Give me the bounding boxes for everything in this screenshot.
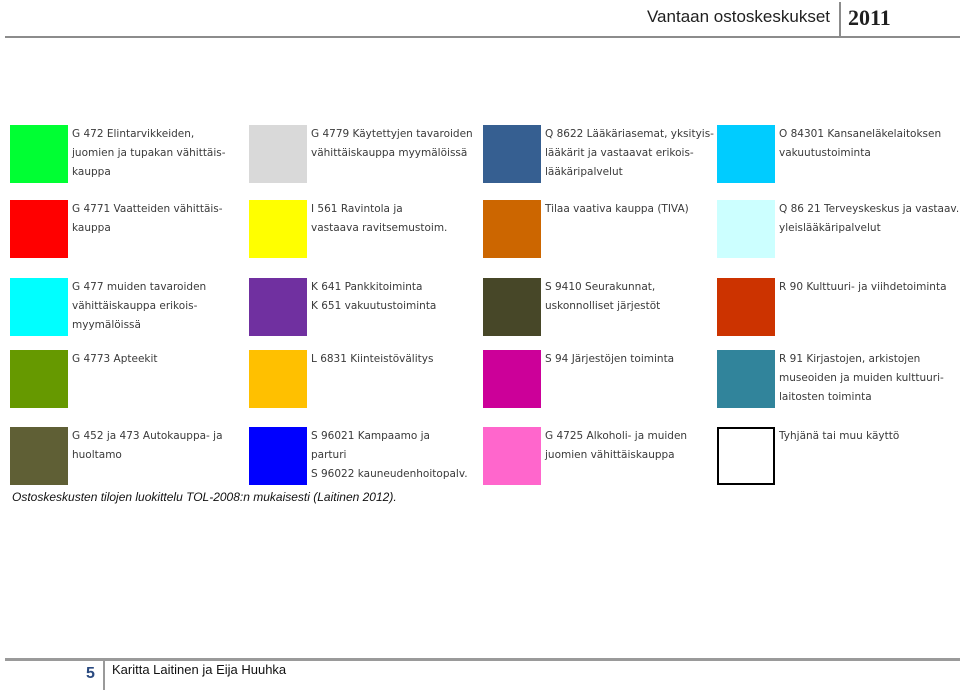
legend-label: [545, 125, 717, 182]
legend-label-line: juomien ja tupakan vähittäis-: [72, 147, 226, 159]
legend-label-line: G 4771 Vaatteiden vähittäis-: [72, 203, 223, 215]
legend-swatch: [10, 200, 68, 258]
legend-label: [311, 350, 483, 369]
legend-swatch: [483, 427, 541, 485]
legend-label: [779, 350, 951, 407]
legend-label-line: S 9410 Seurakunnat,: [545, 281, 656, 293]
legend-label-line: S 96022 kauneudenhoitopalv.: [311, 468, 468, 480]
legend-swatch: [483, 125, 541, 183]
legend-label-line: R 91 Kirjastojen, arkistojen: [779, 353, 921, 365]
footer-authors: Karitta Laitinen ja Eija Huuhka: [112, 662, 287, 677]
legend-label-line: S 94 Järjestöjen toiminta: [545, 353, 675, 365]
legend-label-line: kauppa: [72, 222, 111, 234]
figure-caption: Ostoskeskusten tilojen luokittelu TOL-2008:n mukaisesti (Laitinen 2012).: [12, 490, 397, 504]
legend-label-line: G 472 Elintarvikkeiden,: [72, 128, 195, 140]
legend-label: [779, 125, 951, 163]
legend-label: [72, 350, 244, 369]
legend-swatch: [10, 427, 68, 485]
legend-label-line: S 96021 Kampaamo ja: [311, 430, 430, 442]
legend-label: [311, 427, 483, 484]
legend-label: [779, 278, 951, 297]
legend-swatch: [717, 350, 775, 408]
legend-label-line: lääkärit ja vastaavat erikois-: [545, 147, 694, 159]
document-title: Vantaan ostoskeskukset: [646, 7, 830, 26]
legend-label-line: vähittäiskauppa myymälöissä: [311, 147, 468, 159]
legend-swatch: [249, 278, 307, 336]
legend-label-line: parturi: [311, 449, 347, 461]
legend-label: [72, 200, 244, 238]
legend-label-line: Q 86 21 Terveyskeskus ja vastaav.: [779, 203, 960, 215]
legend-label: [72, 125, 244, 182]
legend-label: [545, 427, 717, 465]
legend-label: [311, 278, 483, 316]
legend-swatch: [717, 278, 775, 336]
legend-swatch: [10, 125, 68, 183]
legend-label-line: huoltamo: [72, 449, 122, 461]
document-year: 2011: [848, 5, 891, 30]
legend-swatch: [249, 200, 307, 258]
legend-swatch: [249, 350, 307, 408]
legend-label: [545, 278, 717, 316]
legend-label-line: yleislääkäripalvelut: [779, 222, 881, 234]
legend-label-line: vakuutustoiminta: [779, 147, 871, 159]
legend-label-line: Q 8622 Lääkäriasemat, yksityis-: [545, 128, 714, 140]
legend-label-line: L 6831 Kiinteistövälitys: [311, 353, 434, 365]
legend-swatch: [249, 427, 307, 485]
legend-label-line: laitosten toiminta: [779, 391, 872, 403]
legend-label-line: G 452 ja 473 Autokauppa- ja: [72, 430, 223, 442]
legend-swatch: [483, 278, 541, 336]
legend-swatch: [717, 125, 775, 183]
legend-label: [779, 200, 960, 238]
legend-label-line: uskonnolliset järjestöt: [545, 300, 661, 312]
legend-label-line: Tilaa vaativa kauppa (TIVA): [545, 203, 689, 215]
legend-label-line: O 84301 Kansaneläkelaitoksen: [779, 128, 942, 140]
legend-label-line: I 561 Ravintola ja: [311, 203, 403, 215]
legend-label-line: Tyhjänä tai muu käyttö: [779, 430, 900, 442]
legend-label: [545, 200, 717, 219]
legend-swatch: [249, 125, 307, 183]
legend-label-line: G 4773 Apteekit: [72, 353, 158, 365]
legend-swatch: [10, 350, 68, 408]
legend-label-line: myymälöissä: [72, 319, 141, 331]
legend-swatch: [717, 427, 775, 485]
legend-label: [72, 278, 244, 335]
legend-label: [311, 125, 483, 163]
legend-label-line: vähittäiskauppa erikois-: [72, 300, 198, 312]
legend-swatch: [717, 200, 775, 258]
legend-label-line: G 477 muiden tavaroiden: [72, 281, 207, 293]
legend-label-line: R 90 Kulttuuri- ja viihdetoiminta: [779, 281, 947, 293]
legend-label-line: lääkäripalvelut: [545, 166, 623, 178]
legend-label-line: K 641 Pankkitoiminta: [311, 281, 423, 293]
footer-separator: [103, 660, 105, 690]
legend-label-line: museoiden ja muiden kulttuuri-: [779, 372, 944, 384]
legend-label-line: G 4725 Alkoholi- ja muiden: [545, 430, 688, 442]
legend-label: [72, 427, 244, 465]
page-number: 5: [86, 665, 95, 682]
legend-label-line: kauppa: [72, 166, 111, 178]
legend-label-line: vastaava ravitsemustoim.: [311, 222, 448, 234]
legend-label: [311, 200, 483, 238]
legend-swatch: [483, 350, 541, 408]
footer-rule: [5, 658, 960, 661]
legend-swatch: [483, 200, 541, 258]
legend-label: [545, 350, 717, 369]
legend-swatch: [10, 278, 68, 336]
legend-label-line: K 651 vakuutustoiminta: [311, 300, 437, 312]
legend-label: [779, 427, 951, 446]
legend-label-line: juomien vähittäiskauppa: [545, 449, 675, 461]
legend-label-line: G 4779 Käytettyjen tavaroiden: [311, 128, 473, 140]
